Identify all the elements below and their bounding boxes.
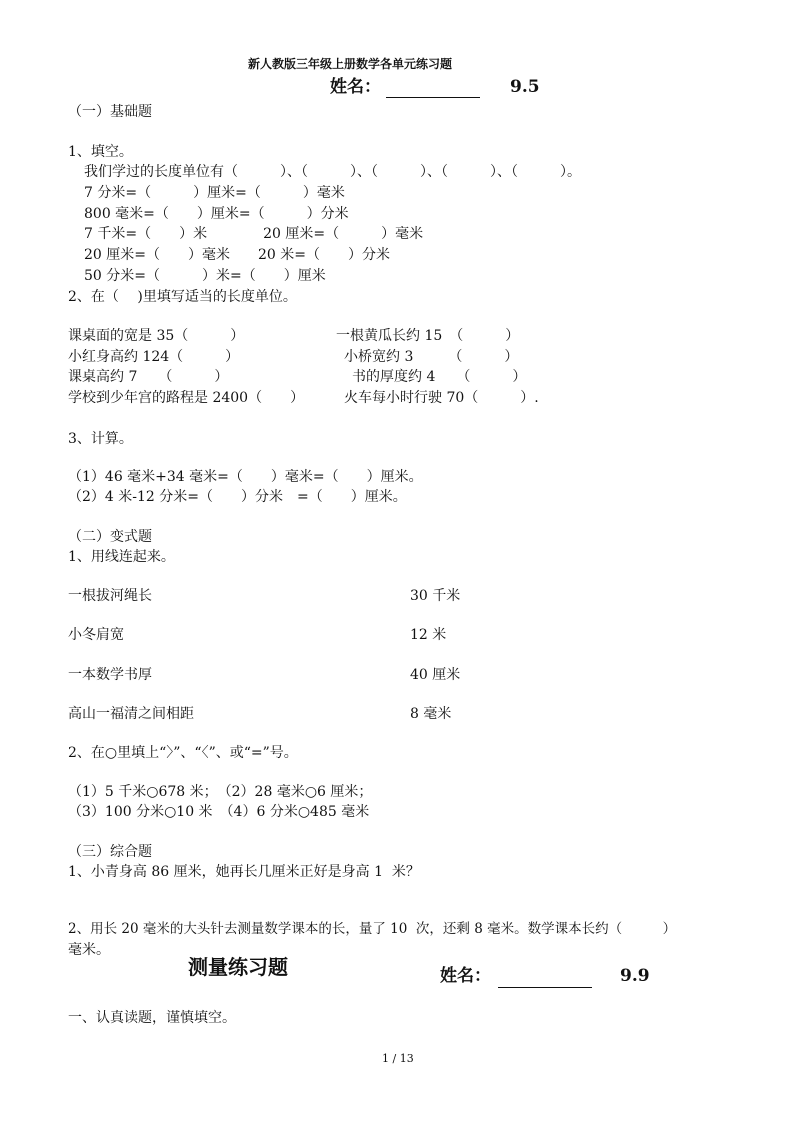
- q1-title: 1、填空。: [68, 144, 133, 160]
- q1-line: 800 毫米=（ ）厘米=（ ）分米: [84, 206, 349, 222]
- q2-right-item: 火车每小时行驶 70（ ）.: [344, 390, 539, 406]
- match-left-item: 小冬肩宽: [68, 627, 124, 643]
- match-right-item: 30 千米: [410, 588, 461, 604]
- q1-line: 7 分米=（ ）厘米=（ ）毫米: [84, 185, 345, 201]
- date-label: 9.5: [510, 77, 540, 97]
- q3-title: 3、计算。: [68, 431, 133, 447]
- document-title: 新人教版三年级上册数学各单元练习题: [248, 57, 453, 71]
- match-left-item: 一本数学书厚: [68, 667, 152, 683]
- q3-line: （1）46 毫米+34 毫米=（ ）毫米=（ ）厘米。: [68, 469, 423, 485]
- s2-q2-title: 2、在○里填上“〉”、“〈”、或“=”号。: [68, 745, 298, 761]
- compare-line: （1）5 千米○678 米； （2）28 毫米○6 厘米；: [68, 784, 373, 800]
- q2-right-item: 书的厚度约 4 （ ）: [352, 369, 527, 385]
- q2-left-item: 小红身高约 124（ ）: [68, 349, 240, 365]
- name-label: 姓名：: [330, 77, 381, 97]
- q1-line: 20 厘米=（ ）毫米 20 米=（ ）分米: [84, 247, 390, 263]
- q2-right-item: 一根黄瓜长约 15 （ ）: [336, 328, 520, 344]
- q1-line: 7 千米=（ ）米 20 厘米=（ ）毫米: [84, 226, 424, 242]
- match-right-item: 12 米: [410, 627, 447, 643]
- date-label-2: 9.9: [620, 966, 650, 986]
- name-underline: [386, 97, 480, 98]
- s3-q2-line-2: 毫米。: [68, 942, 110, 958]
- page-number: 1 / 13: [382, 1052, 414, 1065]
- name-label-2: 姓名：: [440, 966, 491, 986]
- q1-line: 我们学过的长度单位有（ ）、（ ）、（ ）、（ ）、（ ）。: [84, 164, 581, 180]
- q2-left-item: 课桌高约 7 （ ）: [68, 369, 229, 385]
- s2-q1-title: 1、用线连起来。: [68, 549, 175, 565]
- match-left-item: 一根拔河绳长: [68, 588, 152, 604]
- s3-q1: 1、小青身高 86 厘米，她再长几厘米正好是身高 1 米？: [68, 864, 420, 880]
- section-1-title: （一）基础题: [68, 104, 152, 120]
- q2-left-item: 课桌面的宽是 35（ ）: [68, 328, 245, 344]
- match-left-item: 高山一福清之间相距: [68, 706, 194, 722]
- q1-line: 50 分米=（ ）米=（ ）厘米: [84, 268, 326, 284]
- part2-section-title: 一、认真读题，谨慎填空。: [68, 1010, 236, 1026]
- name-underline-2: [498, 987, 592, 988]
- compare-line: （3）100 分米○10 米 （4）6 分米○485 毫米: [68, 804, 370, 820]
- section-3-title: （三）综合题: [68, 844, 152, 860]
- q2-right-item: 小桥宽约 3 （ ）: [344, 349, 519, 365]
- q3-line: （2）4 米-12 分米=（ ）分米 =（ ）厘米。: [68, 489, 407, 505]
- match-right-item: 8 毫米: [410, 706, 452, 722]
- section-2-title: （二）变式题: [68, 529, 152, 545]
- q2-title: 2、在（ )里填写适当的长度单位。: [68, 289, 297, 305]
- match-right-item: 40 厘米: [410, 667, 461, 683]
- q2-left-item: 学校到少年宫的路程是 2400（ ）: [68, 390, 305, 406]
- measurement-exercise-title: 测量练习题: [188, 955, 288, 979]
- s3-q2-line-1: 2、用长 20 毫米的大头针去测量数学课本的长，量了 10 次，还剩 8 毫米。数学课本长约（ ）: [68, 921, 677, 937]
